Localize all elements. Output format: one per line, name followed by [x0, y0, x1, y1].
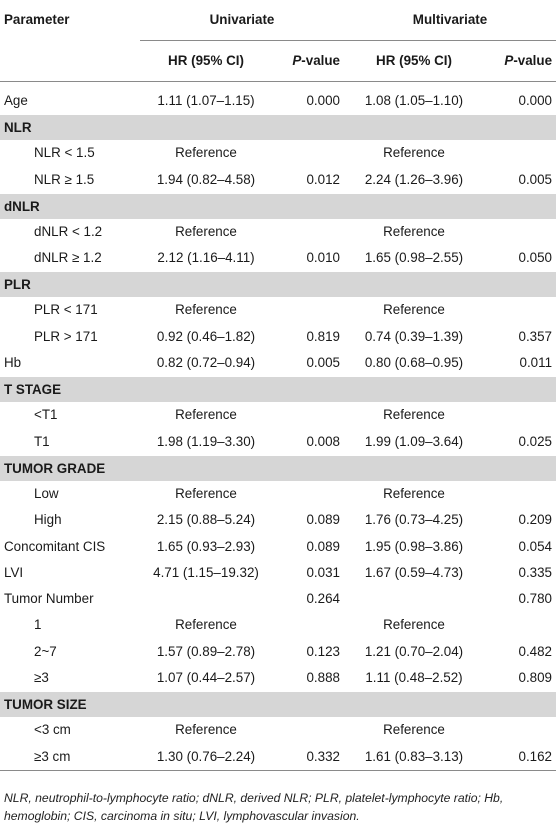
parameter-cell: Hb	[4, 355, 22, 371]
univariate-hr-cell: Reference	[175, 485, 237, 501]
univariate-hr-cell: Reference	[175, 617, 237, 633]
multivariate-p-cell: 0.050	[518, 250, 553, 266]
multivariate-p-cell	[484, 140, 556, 166]
section-title: TUMOR GRADE	[0, 455, 556, 481]
multivariate-hr-cell: 1.67 (0.59–4.73)	[364, 564, 464, 580]
table-row	[0, 639, 556, 665]
header-row-sub	[0, 41, 556, 82]
univariate-p-cell: 0.008	[306, 433, 340, 449]
section-header-row	[0, 455, 556, 481]
section-header-row	[0, 692, 556, 718]
parameter-cell: ≥3	[34, 670, 49, 686]
multivariate-p-cell	[484, 481, 556, 507]
univariate-p-cell: 0.332	[306, 748, 340, 764]
section-title: TUMOR SIZE	[0, 692, 556, 718]
parameter-cell: NLR ≥ 1.5	[34, 171, 95, 187]
multivariate-hr-cell: 1.76 (0.73–4.25)	[364, 512, 464, 528]
univariate-hr-cell: 0.92 (0.46–1.82)	[156, 328, 256, 344]
multivariate-p-cell: 0.780	[518, 591, 553, 607]
table-row	[0, 245, 556, 272]
header-multivariate-p	[484, 41, 556, 82]
p-rest: -value	[301, 53, 340, 68]
header-multivariate-hr: HR (95% CI)	[376, 53, 452, 68]
parameter-cell: LVI	[4, 564, 24, 580]
multivariate-hr-cell: 0.80 (0.68–0.95)	[364, 355, 464, 371]
univariate-p-cell	[272, 140, 344, 166]
header-parameter: Parameter	[4, 12, 70, 28]
table-row	[0, 534, 556, 560]
univariate-hr-cell: Reference	[175, 722, 237, 738]
multivariate-p-cell: 0.025	[518, 433, 553, 449]
univariate-p-cell	[272, 219, 344, 245]
multivariate-hr-cell: 1.95 (0.98–3.86)	[364, 538, 464, 554]
table-row	[0, 297, 556, 323]
parameter-cell: Tumor Number	[4, 591, 94, 607]
parameter-cell: 1	[34, 617, 42, 633]
multivariate-hr-cell: 1.11 (0.48–2.52)	[365, 670, 463, 686]
parameter-cell: PLR < 171	[34, 302, 98, 318]
p-italic: P	[292, 53, 302, 68]
multivariate-p-cell: 0.000	[518, 93, 553, 108]
multivariate-p-cell	[484, 297, 556, 323]
section-header-row	[0, 115, 556, 141]
univariate-hr-cell: Reference	[175, 145, 237, 161]
multivariate-hr-cell: Reference	[383, 485, 445, 501]
univariate-hr-cell: 1.98 (1.19–3.30)	[156, 433, 256, 449]
header-univariate-p	[272, 41, 344, 82]
univariate-hr-cell: 1.07 (0.44–2.57)	[156, 670, 256, 686]
section-title: dNLR	[0, 193, 556, 219]
univariate-p-cell	[272, 612, 344, 638]
header-univariate: Univariate	[140, 0, 344, 41]
header-univariate-hr: HR (95% CI)	[168, 53, 244, 68]
univariate-hr-cell: 1.30 (0.76–2.24)	[156, 748, 256, 764]
univariate-hr-cell: 1.94 (0.82–4.58)	[156, 171, 256, 187]
table-row	[0, 481, 556, 507]
multivariate-p-cell: 0.162	[518, 748, 553, 764]
parameter-cell: T1	[34, 433, 50, 449]
table-row	[0, 88, 556, 115]
multivariate-p-cell: 0.209	[518, 512, 553, 528]
univariate-p-cell: 0.005	[306, 355, 340, 371]
parameter-cell: Concomitant CIS	[4, 538, 106, 554]
table-row	[0, 665, 556, 692]
multivariate-hr-cell: Reference	[383, 302, 445, 318]
parameter-cell: High	[34, 512, 62, 528]
section-title: PLR	[0, 272, 556, 298]
parameter-cell: 2~7	[34, 643, 57, 659]
univariate-hr-cell: 4.71 (1.15–19.32)	[153, 564, 259, 580]
univariate-p-cell: 0.264	[306, 591, 340, 607]
parameter-cell: dNLR < 1.2	[34, 223, 103, 239]
header-row-top	[0, 0, 556, 41]
multivariate-hr-cell: Reference	[383, 407, 445, 423]
multivariate-hr-cell: Reference	[383, 145, 445, 161]
header-blank	[0, 41, 140, 82]
multivariate-hr-cell: 1.08 (1.05–1.10)	[364, 93, 464, 108]
univariate-p-cell	[272, 297, 344, 323]
parameter-cell: ≥3 cm	[34, 748, 71, 764]
univariate-p-cell: 0.000	[306, 93, 340, 108]
multivariate-hr-cell: 0.74 (0.39–1.39)	[364, 328, 464, 344]
section-header-row	[0, 272, 556, 298]
table-row	[0, 402, 556, 428]
table-footnote: NLR, neutrophil-to-lymphocyte ratio; dNLR, derived NLR; PLR, platelet-lymphocyte ratio; Hb, hemoglobin; CIS, carcinoma in situ; LVI, lymphovascular invasion.	[4, 791, 504, 823]
multivariate-hr-cell: 1.21 (0.70–2.04)	[364, 643, 464, 659]
multivariate-p-cell: 0.011	[519, 355, 553, 371]
univariate-p-cell: 0.089	[306, 538, 340, 554]
table-row	[0, 167, 556, 194]
univariate-hr-cell: Reference	[175, 302, 237, 318]
multivariate-hr-cell: 1.61 (0.83–3.13)	[364, 748, 464, 764]
univariate-hr-cell: 1.11 (1.07–1.15)	[157, 93, 255, 108]
table-row	[0, 586, 556, 612]
univariate-p-cell	[272, 481, 344, 507]
multivariate-p-cell: 0.809	[518, 670, 553, 686]
p-rest: -value	[513, 53, 553, 68]
section-title: T STAGE	[0, 377, 556, 403]
univariate-p-cell	[272, 402, 344, 428]
table-row	[0, 324, 556, 350]
table-row	[0, 612, 556, 638]
univariate-hr-cell: Reference	[175, 407, 237, 423]
parameter-cell: PLR > 171	[34, 328, 98, 344]
multivariate-p-cell	[484, 612, 556, 638]
multivariate-p-cell: 0.482	[518, 643, 553, 659]
univariate-p-cell	[272, 717, 344, 743]
table-row	[0, 429, 556, 456]
univariate-hr-cell: 2.12 (1.16–4.11)	[157, 250, 255, 266]
table-row	[0, 219, 556, 245]
multivariate-hr-cell: 2.24 (1.26–3.96)	[364, 171, 464, 187]
section-header-row	[0, 193, 556, 219]
bottom-rule	[0, 770, 556, 777]
multivariate-hr-cell: 1.65 (0.98–2.55)	[364, 250, 464, 266]
multivariate-hr-cell: Reference	[383, 223, 445, 239]
section-title: NLR	[0, 115, 556, 141]
table-body	[0, 88, 556, 777]
univariate-p-cell: 0.123	[306, 643, 340, 659]
multivariate-p-cell	[484, 219, 556, 245]
multivariate-hr-cell: Reference	[383, 722, 445, 738]
multivariate-p-cell	[484, 717, 556, 743]
univariate-hr-cell: 1.57 (0.89–2.78)	[156, 643, 256, 659]
parameter-cell: Low	[34, 485, 59, 501]
multivariate-hr-cell: 1.99 (1.09–3.64)	[364, 433, 464, 449]
multivariate-hr-cell: Reference	[383, 617, 445, 633]
parameter-cell: Age	[4, 93, 28, 108]
univariate-p-cell: 0.031	[306, 564, 340, 580]
section-header-row	[0, 377, 556, 403]
multivariate-p-cell	[484, 402, 556, 428]
multivariate-p-cell: 0.357	[518, 328, 553, 344]
univariate-p-cell: 0.012	[306, 171, 340, 187]
table-row	[0, 744, 556, 771]
table-row	[0, 350, 556, 377]
table-row	[0, 560, 556, 586]
univariate-p-cell: 0.089	[306, 512, 340, 528]
parameter-cell: NLR < 1.5	[34, 145, 95, 161]
multivariate-p-cell: 0.335	[518, 564, 553, 580]
univariate-hr-cell: 2.15 (0.88–5.24)	[156, 512, 256, 528]
parameter-cell: dNLR ≥ 1.2	[34, 250, 102, 266]
table-row	[0, 717, 556, 743]
multivariate-p-cell: 0.005	[518, 171, 553, 187]
parameter-cell: <3 cm	[34, 722, 71, 738]
univariate-hr-cell	[140, 586, 272, 612]
univariate-hr-cell: 0.82 (0.72–0.94)	[156, 355, 256, 371]
univariate-hr-cell: Reference	[175, 223, 237, 239]
multivariate-hr-cell	[344, 586, 484, 612]
multivariate-p-cell: 0.054	[518, 538, 553, 554]
parameter-cell: <T1	[34, 407, 58, 423]
univariate-hr-cell: 1.65 (0.93–2.93)	[156, 538, 256, 554]
table-row	[0, 507, 556, 533]
table-row	[0, 140, 556, 166]
univariate-p-cell: 0.888	[306, 670, 340, 686]
univariate-p-cell: 0.819	[306, 328, 340, 344]
univariate-p-cell: 0.010	[306, 250, 340, 266]
header-multivariate: Multivariate	[344, 0, 556, 41]
p-italic: P	[504, 53, 514, 68]
